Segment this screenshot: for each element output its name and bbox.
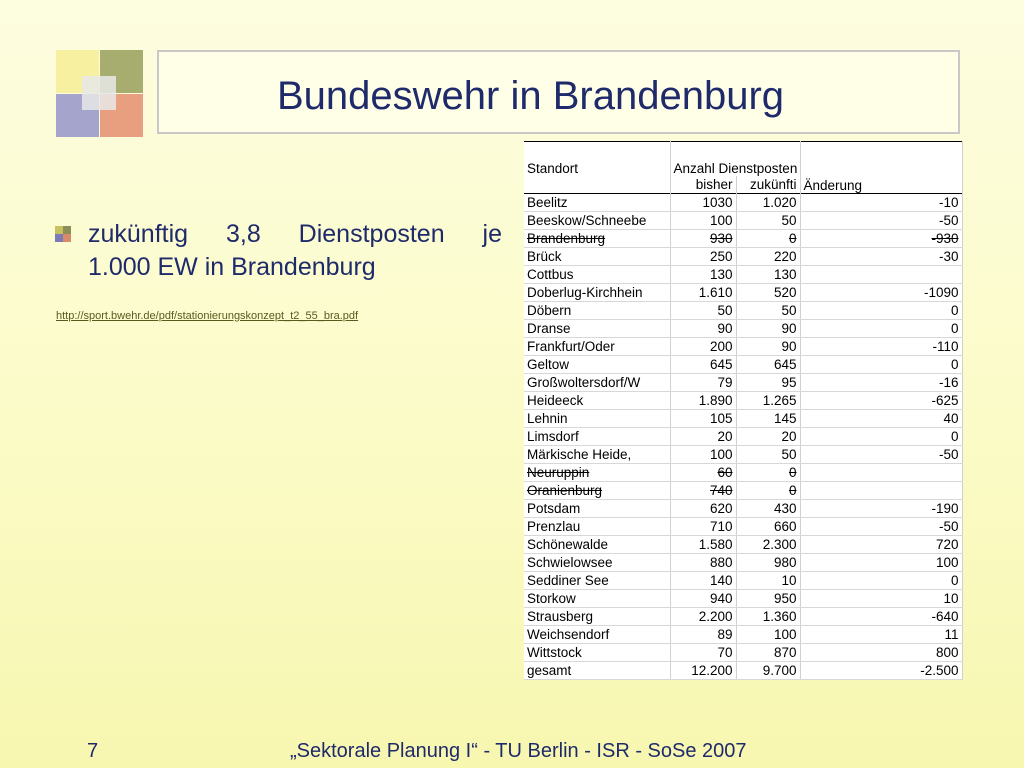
bisher-cell: 100 <box>670 212 736 230</box>
table-row <box>524 644 962 662</box>
zukuenftig-cell: 145 <box>736 410 800 428</box>
aenderung-cell: -50 <box>800 212 962 230</box>
zukuenftig-cell: 9.700 <box>736 662 800 680</box>
aenderung-cell: -1090 <box>800 284 962 302</box>
location-cell: Frankfurt/Oder <box>524 338 670 356</box>
zukuenftig-cell: 0 <box>736 482 800 500</box>
aenderung-cell: -30 <box>800 248 962 266</box>
bisher-cell: 90 <box>670 320 736 338</box>
table-row <box>524 626 962 644</box>
table-row <box>524 284 962 302</box>
bullet-word: je <box>482 220 502 248</box>
zukuenftig-cell: 950 <box>736 590 800 608</box>
zukuenftig-cell: 2.300 <box>736 536 800 554</box>
bisher-cell: 105 <box>670 410 736 428</box>
bisher-cell: 130 <box>670 266 736 284</box>
bisher-cell: 79 <box>670 374 736 392</box>
table-row <box>524 266 962 284</box>
bisher-cell: 1.580 <box>670 536 736 554</box>
data-table <box>524 141 962 680</box>
bisher-cell: 12.200 <box>670 662 736 680</box>
aenderung-cell: -10 <box>800 194 962 212</box>
table-row <box>524 518 962 536</box>
table-total-row <box>524 662 962 680</box>
aenderung-cell <box>800 266 962 284</box>
aenderung-cell <box>800 464 962 482</box>
location-cell: Strausberg <box>524 608 670 626</box>
aenderung-cell: -110 <box>800 338 962 356</box>
header-zukuenftig: zukünfti <box>736 176 800 194</box>
slide-logo <box>56 50 144 138</box>
bullet-word: Dienstposten <box>298 220 445 248</box>
zukuenftig-cell: 1.020 <box>736 194 800 212</box>
aenderung-cell: 10 <box>800 590 962 608</box>
bisher-cell: 70 <box>670 644 736 662</box>
table-row <box>524 410 962 428</box>
bisher-cell: 60 <box>670 464 736 482</box>
zukuenftig-cell: 95 <box>736 374 800 392</box>
aenderung-cell: 11 <box>800 626 962 644</box>
zukuenftig-cell: 130 <box>736 266 800 284</box>
aenderung-cell: 0 <box>800 302 962 320</box>
zukuenftig-cell: 430 <box>736 500 800 518</box>
bisher-cell: 1.890 <box>670 392 736 410</box>
table-row <box>524 230 962 248</box>
bisher-cell: 1030 <box>670 194 736 212</box>
zukuenftig-cell: 50 <box>736 446 800 464</box>
location-cell: Geltow <box>524 356 670 374</box>
zukuenftig-cell: 520 <box>736 284 800 302</box>
zukuenftig-cell: 50 <box>736 302 800 320</box>
table-row <box>524 464 962 482</box>
aenderung-cell: -625 <box>800 392 962 410</box>
slide-title: Bundeswehr in Brandenburg <box>277 74 785 118</box>
location-cell: Oranienburg <box>524 482 670 500</box>
location-cell: Seddiner See <box>524 572 670 590</box>
zukuenftig-cell: 220 <box>736 248 800 266</box>
table-row <box>524 356 962 374</box>
zukuenftig-cell: 0 <box>736 464 800 482</box>
zukuenftig-cell: 50 <box>736 212 800 230</box>
zukuenftig-cell: 660 <box>736 518 800 536</box>
aenderung-cell: 40 <box>800 410 962 428</box>
bisher-cell: 1.610 <box>670 284 736 302</box>
location-cell: Weichsendorf <box>524 626 670 644</box>
table-row <box>524 446 962 464</box>
zukuenftig-cell: 90 <box>736 338 800 356</box>
table-row <box>524 536 962 554</box>
aenderung-cell: -930 <box>800 230 962 248</box>
location-cell: Brandenburg <box>524 230 670 248</box>
location-cell: Potsdam <box>524 500 670 518</box>
zukuenftig-cell: 1.265 <box>736 392 800 410</box>
bisher-cell: 200 <box>670 338 736 356</box>
table-row <box>524 194 962 212</box>
table-row <box>524 590 962 608</box>
title-box <box>157 50 960 134</box>
header-standort: Standort <box>524 142 670 177</box>
location-cell: Schwielowsee <box>524 554 670 572</box>
aenderung-cell: 0 <box>800 572 962 590</box>
footer-text: „Sektorale Planung I“ - TU Berlin - ISR - SoSe 2007 <box>290 740 747 762</box>
table-row <box>524 572 962 590</box>
location-cell: Limsdorf <box>524 428 670 446</box>
bisher-cell: 2.200 <box>670 608 736 626</box>
bullet-icon <box>55 226 71 242</box>
table-row <box>524 374 962 392</box>
bisher-cell: 89 <box>670 626 736 644</box>
aenderung-cell <box>800 482 962 500</box>
location-cell: Cottbus <box>524 266 670 284</box>
bisher-cell: 880 <box>670 554 736 572</box>
bisher-cell: 140 <box>670 572 736 590</box>
location-cell: Großwoltersdorf/W <box>524 374 670 392</box>
zukuenftig-cell: 870 <box>736 644 800 662</box>
table-row <box>524 248 962 266</box>
location-cell: Märkische Heide, <box>524 446 670 464</box>
bisher-cell: 740 <box>670 482 736 500</box>
bisher-cell: 710 <box>670 518 736 536</box>
location-cell: Storkow <box>524 590 670 608</box>
header-anzahl: Anzahl Dienstposten <box>670 142 800 177</box>
zukuenftig-cell: 980 <box>736 554 800 572</box>
aenderung-cell: -190 <box>800 500 962 518</box>
table-row <box>524 392 962 410</box>
bullet-line-2: 1.000 EW in Brandenburg <box>88 253 376 281</box>
location-cell: Heideeck <box>524 392 670 410</box>
bisher-cell: 645 <box>670 356 736 374</box>
table-row <box>524 212 962 230</box>
zukuenftig-cell: 10 <box>736 572 800 590</box>
location-cell: Döbern <box>524 302 670 320</box>
header-aenderung: Änderung <box>800 142 962 194</box>
zukuenftig-cell: 0 <box>736 230 800 248</box>
location-cell: Lehnin <box>524 410 670 428</box>
location-cell: Schönewalde <box>524 536 670 554</box>
header-blank <box>524 176 670 194</box>
location-cell: Doberlug-Kirchhein <box>524 284 670 302</box>
location-cell: Wittstock <box>524 644 670 662</box>
location-cell: Dranse <box>524 320 670 338</box>
location-cell: gesamt <box>524 662 670 680</box>
table-row <box>524 428 962 446</box>
zukuenftig-cell: 20 <box>736 428 800 446</box>
location-cell: Brück <box>524 248 670 266</box>
zukuenftig-cell: 90 <box>736 320 800 338</box>
bullet-word: zukünftig <box>88 220 189 248</box>
aenderung-cell: 0 <box>800 356 962 374</box>
aenderung-cell: 0 <box>800 320 962 338</box>
table-row <box>524 608 962 626</box>
bisher-cell: 940 <box>670 590 736 608</box>
bisher-cell: 50 <box>670 302 736 320</box>
table-row <box>524 554 962 572</box>
bisher-cell: 620 <box>670 500 736 518</box>
logo-square-center <box>82 76 116 110</box>
header-bisher: bisher <box>670 176 736 194</box>
aenderung-cell: -640 <box>800 608 962 626</box>
aenderung-cell: 720 <box>800 536 962 554</box>
aenderung-cell: 800 <box>800 644 962 662</box>
aenderung-cell: -16 <box>800 374 962 392</box>
table-row <box>524 338 962 356</box>
bullet-line-1 <box>88 218 502 251</box>
aenderung-cell: -50 <box>800 518 962 536</box>
table-row <box>524 320 962 338</box>
aenderung-cell: 100 <box>800 554 962 572</box>
zukuenftig-cell: 645 <box>736 356 800 374</box>
table-row <box>524 482 962 500</box>
bullet-word: 3,8 <box>225 220 261 248</box>
table-row <box>524 302 962 320</box>
aenderung-cell: -2.500 <box>800 662 962 680</box>
bullet-text <box>88 218 502 284</box>
bisher-cell: 250 <box>670 248 736 266</box>
aenderung-cell: -50 <box>800 446 962 464</box>
bisher-cell: 20 <box>670 428 736 446</box>
bisher-cell: 930 <box>670 230 736 248</box>
zukuenftig-cell: 100 <box>736 626 800 644</box>
location-cell: Prenzlau <box>524 518 670 536</box>
location-cell: Beeskow/Schneebe <box>524 212 670 230</box>
location-cell: Beelitz <box>524 194 670 212</box>
page-number: 7 <box>87 740 99 762</box>
bisher-cell: 100 <box>670 446 736 464</box>
aenderung-cell: 0 <box>800 428 962 446</box>
table-row <box>524 500 962 518</box>
location-cell: Neuruppin <box>524 464 670 482</box>
source-link[interactable]: http://sport.bwehr.de/pdf/stationierungskonzept_t2_55_bra.pdf <box>56 310 359 322</box>
zukuenftig-cell: 1.360 <box>736 608 800 626</box>
